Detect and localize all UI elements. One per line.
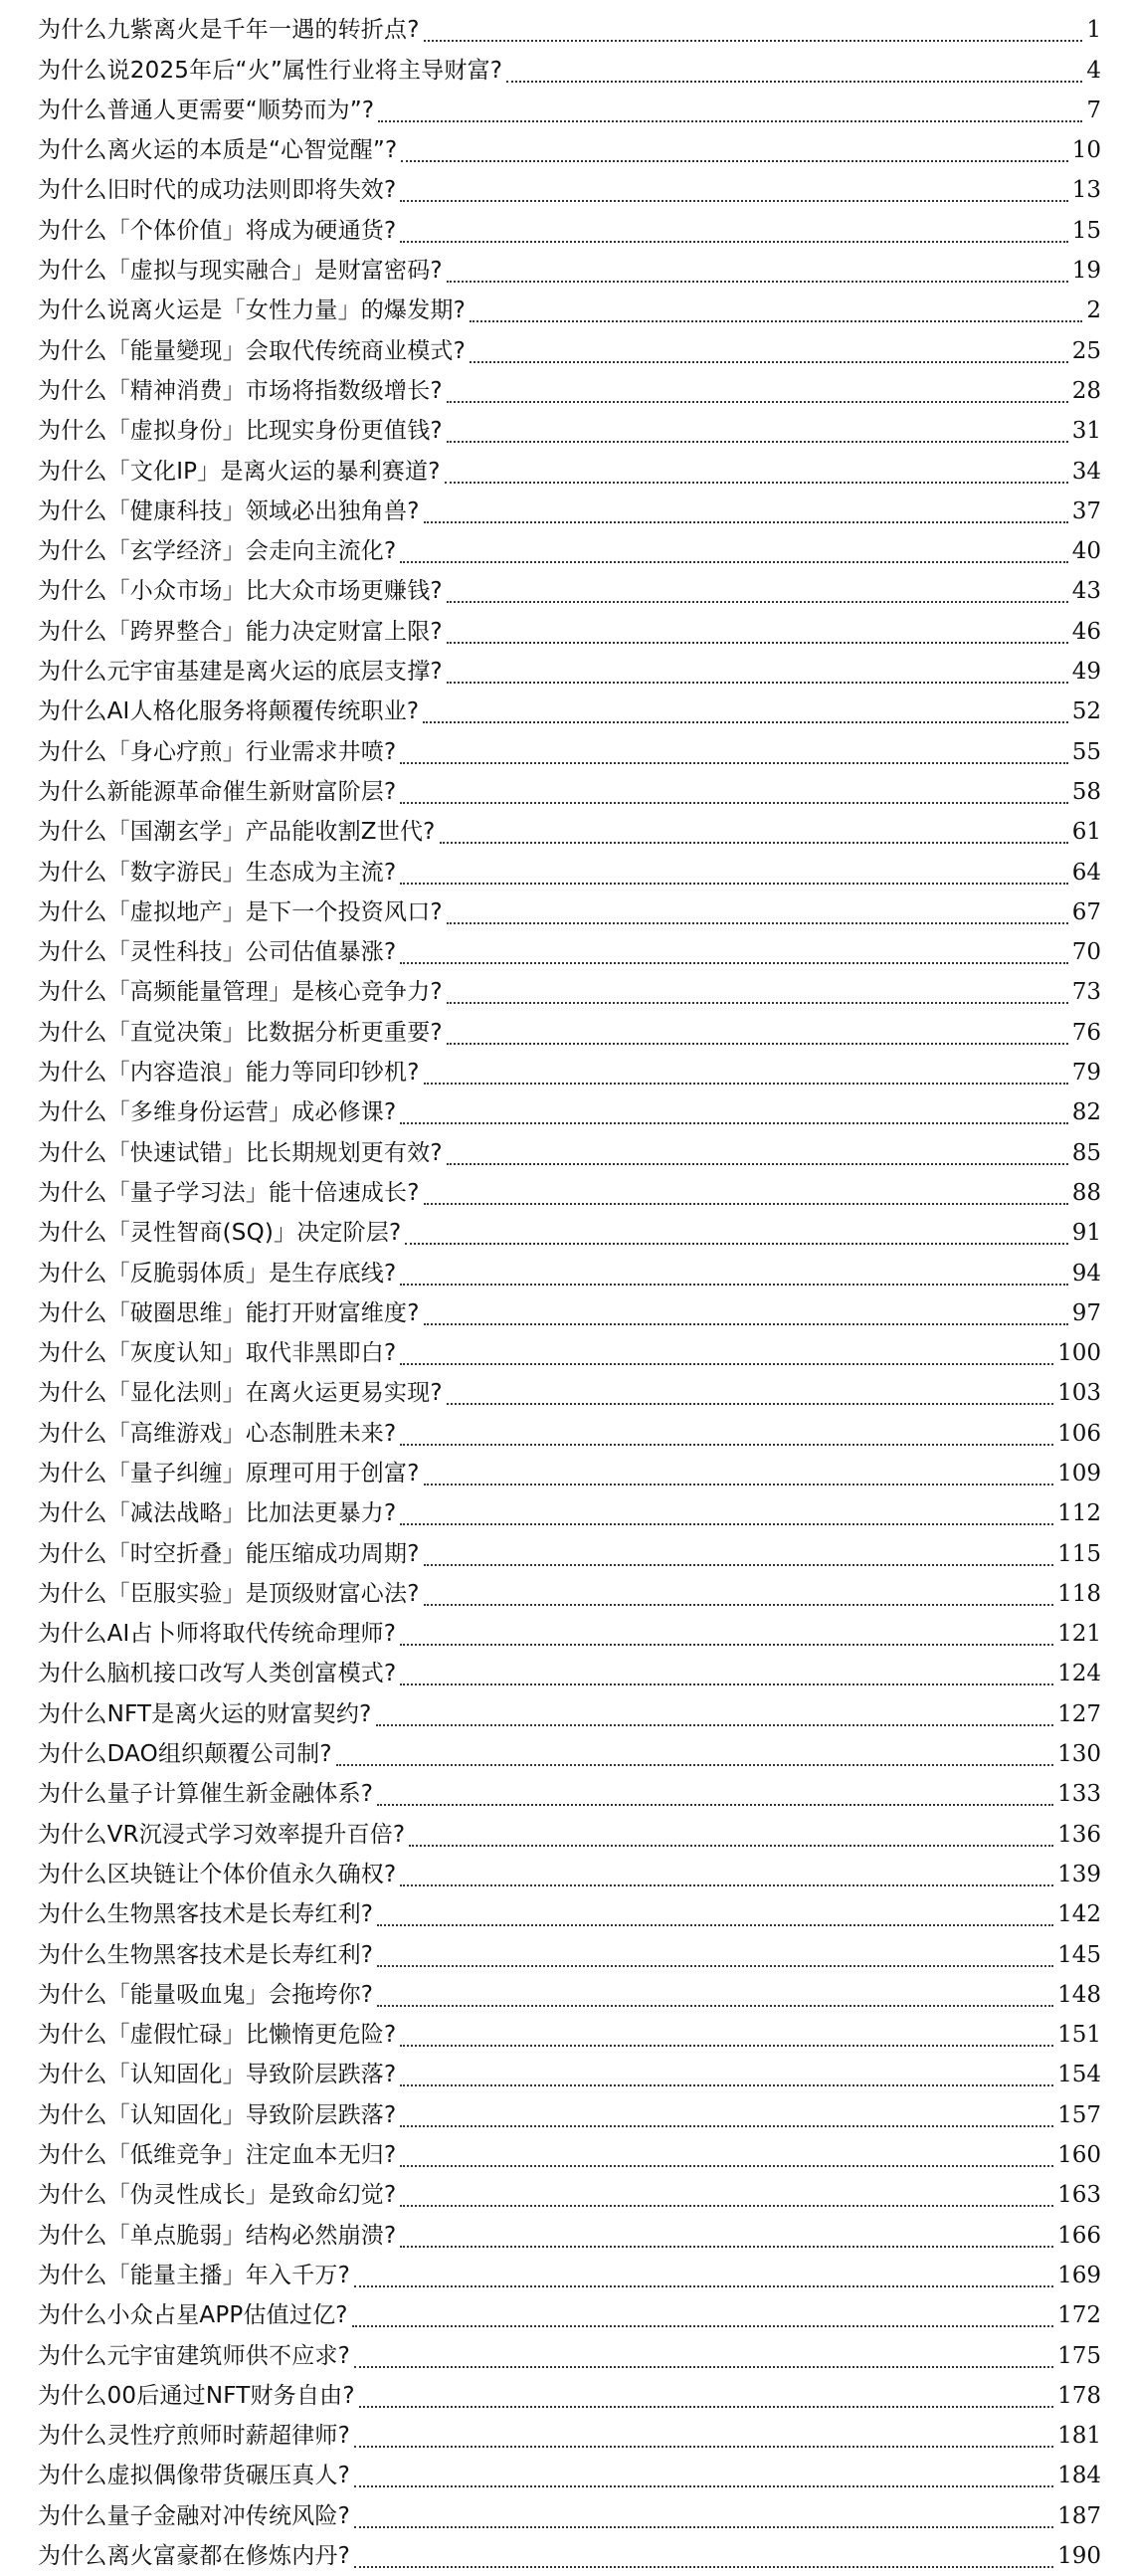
dot-leader	[377, 1965, 1053, 1967]
dot-leader	[445, 482, 1068, 484]
toc-entry-page-number: 175	[1057, 2342, 1101, 2369]
dot-leader	[424, 1203, 1068, 1205]
toc-entry-page-number: 2	[1086, 297, 1101, 324]
toc-entry-title: 为什么「伪灵性成长」是致命幻觉?	[38, 2182, 397, 2209]
toc-entry[interactable]	[38, 812, 1101, 852]
toc-entry[interactable]	[38, 251, 1101, 291]
toc-entry[interactable]	[38, 1173, 1101, 1213]
toc-entry-page-number: 25	[1071, 337, 1101, 364]
toc-entry-title: 为什么说2025年后“火”属性行业将主导财富?	[38, 57, 503, 84]
toc-entry-title: 为什么「小众市场」比大众市场更赚钱?	[38, 578, 443, 605]
toc-entry-page-number: 52	[1071, 698, 1101, 725]
toc-entry[interactable]	[38, 1053, 1101, 1092]
toc-entry-page-number: 37	[1071, 497, 1101, 524]
dot-leader	[424, 1604, 1053, 1606]
toc-entry-title: 为什么「虚拟地产」是下一个投资风口?	[38, 898, 443, 925]
dot-leader	[400, 2205, 1053, 2207]
dot-leader	[354, 2446, 1053, 2448]
dot-leader	[447, 1002, 1068, 1004]
toc-entry-page-number: 76	[1071, 1019, 1101, 1046]
toc-entry-page-number: 15	[1071, 217, 1101, 244]
dot-leader	[400, 1122, 1067, 1124]
toc-entry-page-number: 91	[1071, 1220, 1101, 1247]
toc-entry[interactable]	[38, 1373, 1101, 1413]
dot-leader	[405, 1243, 1067, 1245]
toc-entry[interactable]	[38, 2495, 1101, 2535]
toc-entry[interactable]	[38, 852, 1101, 892]
dot-leader	[424, 1484, 1053, 1486]
toc-entry[interactable]	[38, 1213, 1101, 1253]
dot-leader	[400, 1644, 1053, 1646]
dot-leader	[447, 441, 1068, 443]
toc-entry-page-number: 70	[1071, 939, 1101, 966]
toc-entry[interactable]	[38, 2055, 1101, 2094]
toc-entry-page-number: 166	[1057, 2222, 1101, 2249]
dot-leader	[409, 1845, 1053, 1847]
dot-leader	[424, 40, 1083, 42]
toc-entry-page-number: 28	[1071, 377, 1101, 404]
toc-entry-title: 为什么元宇宙建筑师供不应求?	[38, 2342, 351, 2369]
toc-entry-page-number: 85	[1071, 1139, 1101, 1166]
dot-leader	[400, 2246, 1053, 2248]
toc-entry[interactable]	[38, 2094, 1101, 2134]
toc-entry-title: 为什么旧时代的成功法则即将失效?	[38, 177, 397, 204]
toc-entry-title: 为什么「单点脆弱」结构必然崩溃?	[38, 2222, 397, 2249]
toc-entry[interactable]	[38, 2335, 1101, 2375]
dot-leader	[359, 2406, 1053, 2408]
toc-entry-page-number: 34	[1071, 458, 1101, 485]
toc-entry-title: 为什么脑机接口改写人类创富模式?	[38, 1661, 397, 1687]
toc-entry[interactable]	[38, 972, 1101, 1012]
toc-entry-page-number: 115	[1057, 1540, 1101, 1567]
toc-entry-page-number: 82	[1071, 1099, 1101, 1126]
toc-entry-page-number: 160	[1057, 2142, 1101, 2169]
dot-leader	[400, 802, 1067, 804]
toc-entry-title: 为什么区块链让个体价值永久确权?	[38, 1861, 397, 1887]
toc-entry-page-number: 178	[1057, 2382, 1101, 2409]
toc-entry-title: 为什么「国潮玄学」产品能收割Z世代?	[38, 819, 436, 846]
toc-entry-page-number: 13	[1071, 177, 1101, 204]
toc-entry-title: 为什么生物黑客技术是长寿红利?	[38, 1901, 374, 1928]
toc-entry-title: 为什么「破圈思维」能打开财富维度?	[38, 1299, 420, 1326]
toc-entry-page-number: 133	[1057, 1781, 1101, 1808]
toc-entry[interactable]	[38, 1132, 1101, 1172]
toc-entry[interactable]	[38, 611, 1101, 651]
toc-entry-title: 为什么「直觉决策」比数据分析更重要?	[38, 1019, 443, 1046]
dot-leader	[400, 241, 1067, 243]
dot-leader	[354, 2526, 1053, 2528]
toc-entry-title: 为什么「灵性智商(SQ)」决定阶层?	[38, 1220, 402, 1247]
dot-leader	[377, 1804, 1053, 1806]
toc-entry[interactable]	[38, 1092, 1101, 1132]
toc-entry-title: 为什么九紫离火是千年一遇的转折点?	[38, 17, 420, 44]
toc-entry-title: 为什么普通人更需要“顺势而为”?	[38, 97, 375, 123]
toc-entry-title: 为什么「高维游戏」心态制胜未来?	[38, 1420, 397, 1447]
toc-entry-title: 为什么「灵性科技」公司估值暴涨?	[38, 939, 397, 966]
toc-entry[interactable]	[38, 1654, 1101, 1693]
toc-entry[interactable]	[38, 1774, 1101, 1814]
toc-entry-title: 为什么AI占卜师将取代传统命理师?	[38, 1621, 397, 1648]
toc-entry[interactable]	[38, 1493, 1101, 1533]
toc-entry-title: 为什么灵性疗煎师时薪超律师?	[38, 2423, 351, 2450]
dot-leader	[400, 762, 1067, 764]
dot-leader	[424, 1083, 1068, 1085]
toc-entry-title: 为什么「认知固化」导致阶层跌落?	[38, 2062, 397, 2088]
toc-entry-title: 为什么「能量主播」年入千万?	[38, 2262, 351, 2288]
toc-entry-page-number: 7	[1086, 97, 1101, 123]
dot-leader	[447, 281, 1068, 283]
toc-entry-page-number: 109	[1057, 1460, 1101, 1486]
toc-entry-page-number: 1	[1086, 17, 1101, 44]
toc-entry-title: 为什么「低维竞争」注定血本无归?	[38, 2142, 397, 2169]
toc-entry[interactable]	[38, 1413, 1101, 1453]
dot-leader	[377, 2005, 1053, 2007]
toc-entry[interactable]	[38, 731, 1101, 771]
toc-entry[interactable]	[38, 652, 1101, 692]
toc-entry-title: 为什么「健康科技」领域必出独角兽?	[38, 497, 420, 524]
toc-entry-title: 为什么「臣服实验」是顶级财富心法?	[38, 1580, 420, 1607]
toc-entry[interactable]	[38, 1454, 1101, 1493]
toc-entry-title: 为什么「身心疗煎」行业需求井喷?	[38, 738, 397, 765]
toc-entry-title: 为什么「虚拟身份」比现实身份更值钱?	[38, 418, 443, 445]
toc-entry-page-number: 169	[1057, 2262, 1101, 2288]
toc-entry[interactable]	[38, 170, 1101, 210]
toc-entry[interactable]	[38, 531, 1101, 571]
toc-entry-title: 为什么小众占星APP估值过亿?	[38, 2302, 348, 2329]
toc-entry[interactable]	[38, 330, 1101, 370]
dot-leader	[424, 1564, 1053, 1566]
toc-entry-title: 为什么说离火运是「女性力量」的爆发期?	[38, 297, 467, 324]
toc-entry-page-number: 154	[1057, 2062, 1101, 2088]
toc-entry[interactable]	[38, 2135, 1101, 2175]
toc-entry[interactable]	[38, 2295, 1101, 2335]
toc-entry[interactable]	[38, 2015, 1101, 2055]
toc-entry-title: 为什么「虚假忙碌」比懒惰更危险?	[38, 2022, 397, 2049]
toc-entry-page-number: 187	[1057, 2502, 1101, 2529]
toc-entry[interactable]	[38, 1894, 1101, 1934]
toc-entry-title: 为什么「灰度认知」取代非黑即白?	[38, 1340, 397, 1367]
toc-entry-title: 为什么「个体价值」将成为硬通货?	[38, 217, 397, 244]
toc-entry-title: 为什么「虚拟与现实融合」是财富密码?	[38, 258, 443, 285]
toc-entry-title: 为什么「多维身份运营」成必修课?	[38, 1099, 397, 1126]
dot-leader	[424, 521, 1068, 523]
dot-leader	[400, 200, 1067, 202]
dot-leader	[354, 2566, 1053, 2568]
dot-leader	[400, 561, 1067, 563]
toc-entry-page-number: 79	[1071, 1060, 1101, 1087]
toc-entry[interactable]	[38, 451, 1101, 491]
toc-entry-title: 为什么「高频能量管理」是核心竞争力?	[38, 979, 443, 1006]
toc-entry-title: 为什么「能量吸血鬼」会拖垮你?	[38, 1981, 374, 2008]
toc-entry-title: 为什么量子金融对冲传统风险?	[38, 2502, 351, 2529]
dot-leader	[506, 81, 1082, 83]
toc-entry-page-number: 55	[1071, 738, 1101, 765]
dot-leader	[336, 1764, 1053, 1766]
dot-leader	[470, 320, 1082, 322]
toc-entry-page-number: 67	[1071, 898, 1101, 925]
toc-entry-page-number: 40	[1071, 538, 1101, 565]
toc-entry-page-number: 142	[1057, 1901, 1101, 1928]
toc-entry-page-number: 49	[1071, 659, 1101, 686]
dot-leader	[440, 842, 1068, 844]
toc-entry-page-number: 145	[1057, 1941, 1101, 1968]
toc-entry-title: 为什么生物黑客技术是长寿红利?	[38, 1941, 374, 1968]
dot-leader	[447, 1043, 1068, 1045]
toc-entry-title: 为什么「跨界整合」能力决定财富上限?	[38, 618, 443, 645]
toc-entry-title: 为什么AI人格化服务将颠覆传统职业?	[38, 698, 420, 725]
toc-entry[interactable]	[38, 1293, 1101, 1333]
toc-entry-title: 为什么「内容造浪」能力等同印钞机?	[38, 1060, 420, 1087]
toc-entry-page-number: 73	[1071, 979, 1101, 1006]
toc-entry[interactable]	[38, 492, 1101, 531]
dot-leader	[400, 1884, 1053, 1886]
toc-entry-page-number: 148	[1057, 1981, 1101, 2008]
toc-entry[interactable]	[38, 1614, 1101, 1654]
toc-entry-page-number: 112	[1057, 1500, 1101, 1527]
dot-leader	[447, 1403, 1053, 1405]
toc-entry-page-number: 151	[1057, 2022, 1101, 2049]
toc-entry[interactable]	[38, 1975, 1101, 2015]
dot-leader	[447, 601, 1068, 603]
toc-entry[interactable]	[38, 2376, 1101, 2416]
toc-entry[interactable]	[38, 1533, 1101, 1573]
toc-entry-page-number: 100	[1057, 1340, 1101, 1367]
toc-entry[interactable]	[38, 892, 1101, 932]
toc-entry-title: 为什么00后通过NFT财务自由?	[38, 2382, 355, 2409]
toc-entry-title: 为什么「认知固化」导致阶层跌落?	[38, 2101, 397, 2128]
toc-entry[interactable]	[38, 2536, 1101, 2576]
toc-entry-page-number: 43	[1071, 578, 1101, 605]
toc-entry[interactable]	[38, 2215, 1101, 2255]
toc-entry-page-number: 184	[1057, 2463, 1101, 2489]
dot-leader	[400, 962, 1067, 964]
dot-leader	[401, 160, 1067, 162]
toc-entry[interactable]	[38, 130, 1101, 170]
toc-entry[interactable]	[38, 371, 1101, 411]
dot-leader	[400, 2045, 1053, 2047]
toc-entry-title: 为什么「玄学经济」会走向主流化?	[38, 538, 397, 565]
toc-entry-page-number: 172	[1057, 2302, 1101, 2329]
dot-leader	[354, 2285, 1053, 2287]
toc-entry[interactable]	[38, 291, 1101, 330]
toc-entry-page-number: 124	[1057, 1661, 1101, 1687]
toc-entry-title: 为什么DAO组织颠覆公司制?	[38, 1741, 332, 1768]
dot-leader	[400, 2084, 1053, 2086]
dot-leader	[400, 1444, 1053, 1446]
toc-entry-page-number: 19	[1071, 258, 1101, 285]
toc-entry-page-number: 10	[1071, 137, 1101, 164]
dot-leader	[376, 1724, 1054, 1726]
toc-entry[interactable]	[38, 1934, 1101, 1974]
toc-entry[interactable]	[38, 2416, 1101, 2456]
toc-entry[interactable]	[38, 1855, 1101, 1894]
toc-entry-page-number: 130	[1057, 1741, 1101, 1768]
dot-leader	[424, 1323, 1068, 1325]
dot-leader	[400, 1684, 1053, 1685]
toc-entry-title: 为什么「文化IP」是离火运的暴利赛道?	[38, 458, 441, 485]
toc-entry[interactable]	[38, 91, 1101, 130]
toc-entry-title: 为什么「反脆弱体质」是生存底线?	[38, 1260, 397, 1287]
toc-entry-page-number: 4	[1086, 57, 1101, 84]
toc-entry[interactable]	[38, 1333, 1101, 1373]
toc-entry-page-number: 103	[1057, 1380, 1101, 1407]
toc-entry[interactable]	[38, 1814, 1101, 1854]
toc-entry-page-number: 163	[1057, 2182, 1101, 2209]
toc-entry[interactable]	[38, 50, 1101, 90]
dot-leader	[377, 1924, 1053, 1926]
toc-entry[interactable]	[38, 210, 1101, 250]
toc-entry-page-number: 127	[1057, 1700, 1101, 1727]
toc-entry[interactable]	[38, 571, 1101, 611]
dot-leader	[400, 2165, 1053, 2167]
toc-entry-page-number: 190	[1057, 2543, 1101, 2569]
toc-entry-title: 为什么「时空折叠」能压缩成功周期?	[38, 1540, 420, 1567]
toc-entry-page-number: 64	[1071, 859, 1101, 886]
toc-entry-title: 为什么虚拟偶像带货碾压真人?	[38, 2463, 351, 2489]
toc-entry-page-number: 118	[1057, 1580, 1101, 1607]
toc-entry-page-number: 139	[1057, 1861, 1101, 1887]
dot-leader	[447, 922, 1068, 924]
dot-leader	[354, 2485, 1053, 2487]
toc-entry-title: 为什么「减法战略」比加法更暴力?	[38, 1500, 397, 1527]
dot-leader	[423, 721, 1067, 723]
toc-entry-page-number: 121	[1057, 1621, 1101, 1648]
toc-entry[interactable]	[38, 932, 1101, 972]
dot-leader	[400, 883, 1067, 885]
dot-leader	[378, 120, 1082, 122]
toc-entry-title: 为什么离火富豪都在修炼内丹?	[38, 2543, 351, 2569]
toc-entry-title: 为什么「数字游民」生态成为主流?	[38, 859, 397, 886]
dot-leader	[447, 642, 1068, 644]
dot-leader	[447, 401, 1068, 403]
toc-entry-title: 为什么「能量變现」会取代传统商业模式?	[38, 337, 467, 364]
toc-entry-title: 为什么「显化法则」在离火运更易实现?	[38, 1380, 443, 1407]
dot-leader	[352, 2325, 1053, 2327]
toc-entry-page-number: 58	[1071, 778, 1101, 805]
dot-leader	[447, 1163, 1068, 1165]
toc-entry-title: 为什么「量子学习法」能十倍速成长?	[38, 1179, 420, 1206]
dot-leader	[400, 2125, 1053, 2127]
toc-entry[interactable]	[38, 411, 1101, 451]
toc-entry-title: 为什么离火运的本质是“心智觉醒”?	[38, 137, 398, 164]
dot-leader	[400, 1363, 1053, 1365]
toc-entry-page-number: 157	[1057, 2101, 1101, 2128]
toc-entry[interactable]	[38, 2256, 1101, 2295]
dot-leader	[400, 1523, 1053, 1525]
toc-entry[interactable]	[38, 1253, 1101, 1292]
toc-list	[38, 10, 1101, 2576]
toc-entry-page-number: 31	[1071, 418, 1101, 445]
dot-leader	[400, 1284, 1067, 1286]
toc-entry[interactable]	[38, 2175, 1101, 2215]
toc-entry[interactable]	[38, 1012, 1101, 1052]
toc-entry-page-number: 181	[1057, 2423, 1101, 2450]
toc-entry-title: 为什么「精神消费」市场将指数级增长?	[38, 377, 443, 404]
toc-entry-title: 为什么新能源革命催生新财富阶层?	[38, 778, 397, 805]
toc-entry-page-number: 97	[1071, 1299, 1101, 1326]
toc-entry-title: 为什么「量子纠缠」原理可用于创富?	[38, 1460, 420, 1486]
toc-entry-page-number: 94	[1071, 1260, 1101, 1287]
toc-entry[interactable]	[38, 692, 1101, 731]
toc-entry-title: 为什么元宇宙基建是离火运的底层支撑?	[38, 659, 443, 686]
toc-entry[interactable]	[38, 1693, 1101, 1733]
toc-entry[interactable]	[38, 10, 1101, 50]
toc-entry-title: 为什么VR沉浸式学习效率提升百倍?	[38, 1821, 406, 1848]
dot-leader	[470, 361, 1068, 363]
toc-entry[interactable]	[38, 1574, 1101, 1614]
toc-entry-title: 为什么「快速试错」比长期规划更有效?	[38, 1139, 443, 1166]
toc-entry-page-number: 106	[1057, 1420, 1101, 1447]
toc-entry-page-number: 88	[1071, 1179, 1101, 1206]
dot-leader	[354, 2366, 1053, 2368]
toc-entry[interactable]	[38, 772, 1101, 812]
toc-entry-page-number: 61	[1071, 819, 1101, 846]
toc-entry-title: 为什么NFT是离火运的财富契约?	[38, 1700, 372, 1727]
dot-leader	[447, 682, 1068, 684]
toc-entry[interactable]	[38, 1734, 1101, 1774]
toc-entry[interactable]	[38, 2456, 1101, 2495]
toc-entry-title: 为什么量子计算催生新金融体系?	[38, 1781, 374, 1808]
toc-entry-page-number: 136	[1057, 1821, 1101, 1848]
toc-entry-page-number: 46	[1071, 618, 1101, 645]
